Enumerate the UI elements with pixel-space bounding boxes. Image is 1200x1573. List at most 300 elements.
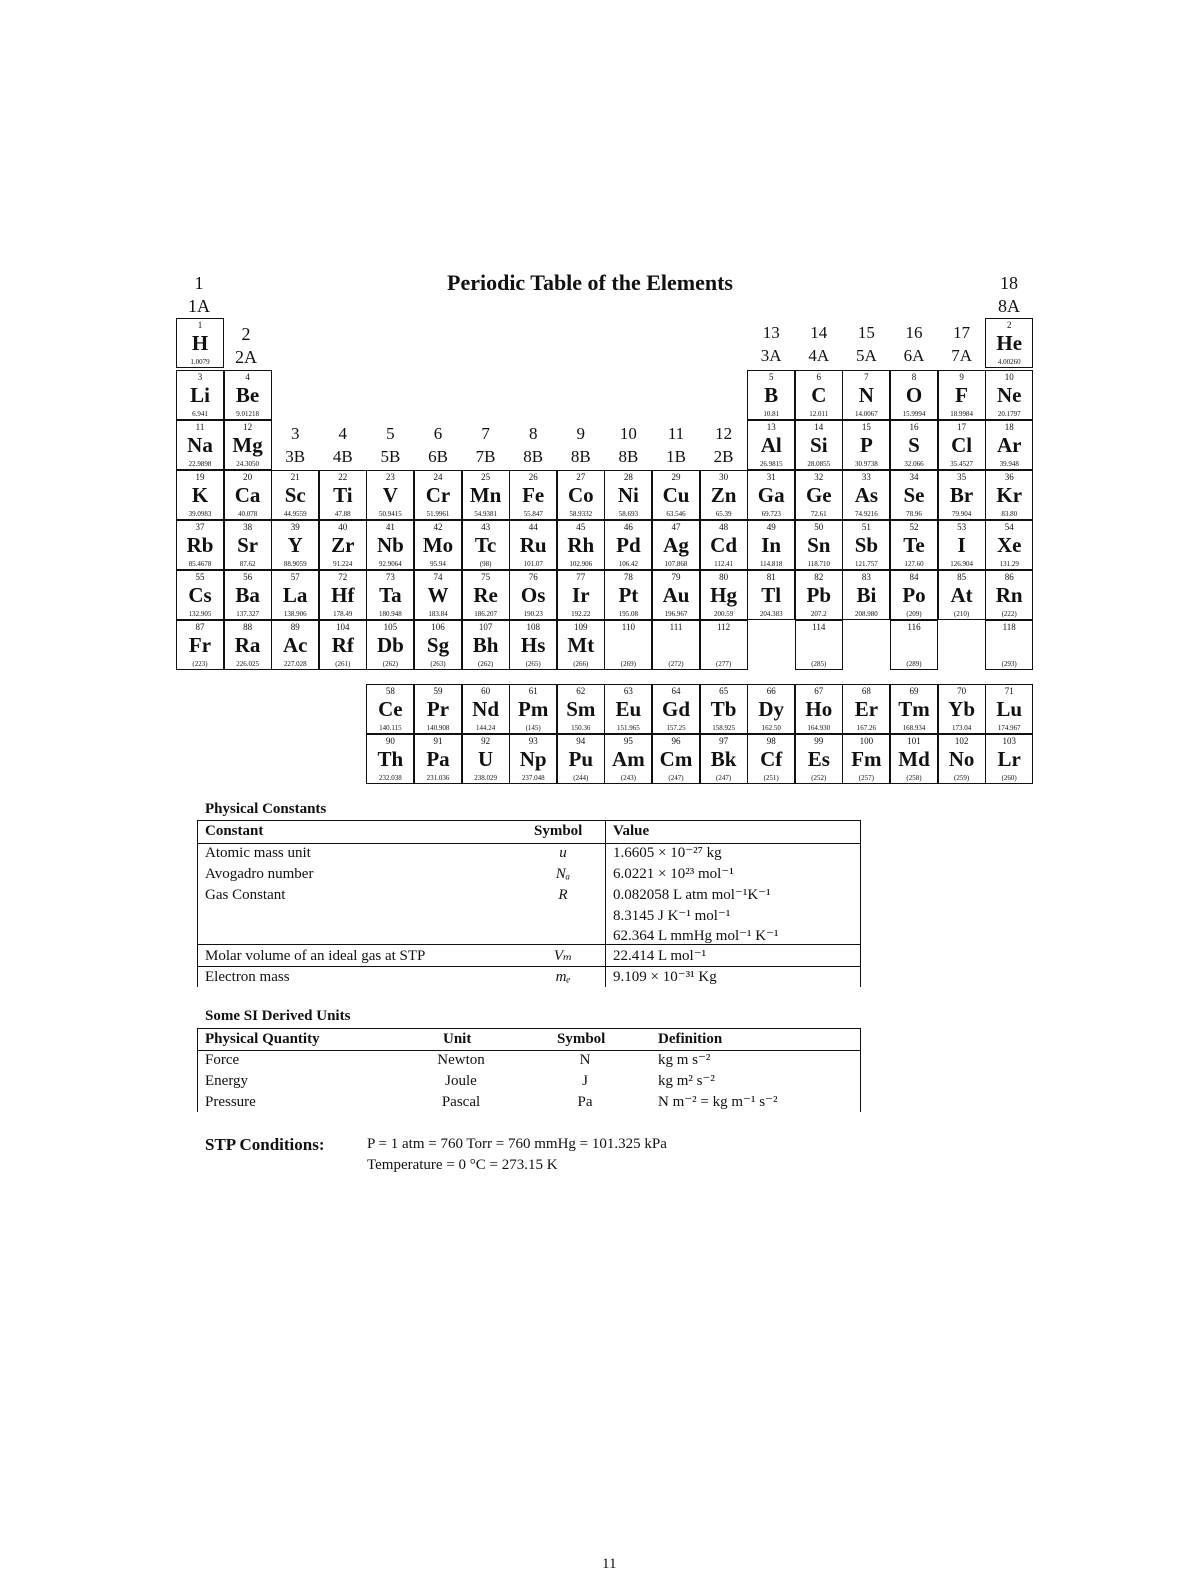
element-cell-ta (366, 570, 414, 620)
atomic-mass: 20.1797 (997, 410, 1021, 418)
element-symbol: Sc (284, 483, 306, 507)
atomic-number: 36 (1004, 472, 1014, 482)
element-cell-ga (747, 470, 795, 520)
atomic-mass: 63.546 (666, 510, 686, 518)
atomic-number: 26 (528, 472, 538, 482)
element-cell-cr (414, 470, 462, 520)
atomic-mass: 58.9332 (569, 510, 593, 518)
atomic-mass: 180.948 (379, 610, 402, 618)
element-symbol: Cl (951, 433, 973, 457)
actinide-cell-th (366, 734, 414, 784)
actinide-cell-np (509, 734, 557, 784)
element-symbol: Ru (519, 533, 547, 557)
element-cell-p (842, 420, 890, 470)
element-cell-ge (795, 470, 843, 520)
atomic-mass: (272) (668, 660, 684, 668)
constants-header-symbol: Symbol (534, 823, 583, 839)
element-cell-sn (795, 520, 843, 570)
actinide-cell-es (795, 734, 843, 784)
atomic-mass: 231.036 (426, 774, 450, 782)
atomic-number: 38 (243, 522, 253, 532)
atomic-number: 45 (576, 522, 586, 532)
element-symbol: Fm (851, 747, 882, 771)
si-units-title: Some SI Derived Units (205, 1008, 351, 1024)
atomic-mass: 131.29 (999, 560, 1019, 568)
element-cell-y (271, 520, 319, 570)
atomic-number: 53 (957, 522, 967, 532)
atomic-mass: 69.723 (761, 510, 781, 518)
group-number-5: 5 (386, 424, 395, 443)
element-cell-rh (557, 520, 605, 570)
element-symbol: Sr (237, 533, 259, 557)
element-cell-os (509, 570, 557, 620)
constants-header-constant: Constant (205, 823, 264, 839)
atomic-mass: (223) (192, 660, 208, 668)
atomic-mass: 44.9559 (283, 510, 307, 518)
group-number-15: 15 (857, 323, 875, 342)
atomic-mass: 126.904 (950, 560, 973, 568)
element-symbol: Sn (807, 533, 831, 557)
element-cell-cl (938, 420, 986, 470)
element-symbol: Zn (710, 483, 737, 507)
actinide-cell-pa (414, 734, 462, 784)
atomic-mass: (285) (811, 660, 827, 668)
group-old-label-13: 3A (760, 346, 782, 365)
element-cell-mo (414, 520, 462, 570)
atomic-number: 69 (909, 686, 919, 696)
atomic-number: 78 (623, 572, 633, 582)
element-symbol: Yb (948, 697, 976, 721)
element-symbol: B (764, 383, 779, 407)
atomic-number: 13 (766, 422, 776, 432)
element-symbol: Ac (282, 633, 308, 657)
atomic-number: 66 (766, 686, 776, 696)
atomic-mass: 183.84 (428, 610, 448, 618)
actinide-cell-md (890, 734, 938, 784)
atomic-number: 57 (290, 572, 300, 582)
si-unit: Pascal (441, 1094, 481, 1110)
atomic-mass: (258) (906, 774, 922, 782)
actinide-cell-bk (700, 734, 748, 784)
atomic-number: 109 (574, 622, 588, 632)
atomic-number: 68 (861, 686, 871, 696)
element-symbol: Hg (710, 583, 738, 607)
atomic-number: 58 (385, 686, 395, 696)
atomic-mass: 72.61 (810, 510, 827, 518)
atomic-mass: (145) (525, 724, 541, 732)
element-symbol: Bi (856, 583, 877, 607)
atomic-mass: 88.9059 (283, 560, 307, 568)
element-cell-te (890, 520, 938, 570)
element-cell-ni (604, 470, 652, 520)
element-symbol: Mt (567, 633, 595, 657)
lanthanide-cell-yb (938, 684, 986, 734)
element-symbol: La (282, 583, 308, 607)
atomic-mass: (289) (906, 660, 922, 668)
atomic-number: 31 (766, 472, 776, 482)
element-cell-z112 (700, 620, 748, 670)
atomic-number: 98 (766, 736, 776, 746)
atomic-number: 102 (954, 736, 969, 746)
element-cell-cs (176, 570, 224, 620)
actinide-cell-cm (652, 734, 700, 784)
atomic-mass: 192.22 (571, 610, 591, 618)
atomic-mass: (262) (382, 660, 398, 668)
element-symbol: Ne (996, 383, 1022, 407)
atomic-mass: 196.967 (664, 610, 688, 618)
atomic-mass: 50.9415 (379, 510, 402, 518)
element-symbol: Th (377, 747, 404, 771)
constant-value: 8.3145 J K⁻¹ mol⁻¹ (613, 908, 731, 924)
atomic-number: 14 (814, 422, 824, 432)
atomic-number: 59 (433, 686, 443, 696)
element-symbol: S (908, 433, 920, 457)
constant-symbol: R (558, 887, 568, 903)
atomic-mass: (277) (716, 660, 732, 668)
constants-top-border (197, 820, 860, 821)
stp-temperature: Temperature = 0 °C = 273.15 K (367, 1157, 558, 1173)
atomic-mass: 79.904 (951, 510, 972, 518)
si-symbol: Pa (577, 1094, 593, 1110)
constant-symbol: Vₘ (553, 948, 573, 964)
group-old-label-8: 8B (523, 447, 544, 466)
element-symbol: Si (810, 433, 828, 457)
actinide-cell-lr (985, 734, 1033, 784)
element-symbol: Dy (758, 697, 785, 721)
atomic-mass: 92.9064 (379, 560, 402, 568)
element-cell-b (747, 370, 795, 420)
atomic-mass: 91.224 (333, 560, 353, 568)
constant-value: 62.364 L mmHg mol⁻¹ K⁻¹ (613, 928, 779, 944)
atomic-number: 20 (243, 472, 253, 482)
atomic-mass: 190.23 (523, 610, 543, 618)
element-cell-ti (319, 470, 367, 520)
element-symbol: Br (949, 483, 974, 507)
atomic-number: 50 (814, 522, 824, 532)
constant-value: 9.109 × 10⁻³¹ Kg (613, 969, 717, 985)
atomic-number: 4 (245, 372, 250, 382)
element-cell-be (224, 370, 272, 420)
atomic-mass: (252) (811, 774, 827, 782)
atomic-mass: (261) (335, 660, 351, 668)
constant-value: 22.414 L mol⁻¹ (613, 948, 707, 964)
atomic-number: 24 (433, 472, 443, 482)
group-2-old-label: 2A (235, 347, 257, 367)
atomic-number: 64 (671, 686, 681, 696)
si-left-border (197, 1028, 198, 1112)
atomic-mass: 186.207 (474, 610, 497, 618)
element-cell-he (985, 318, 1033, 368)
atomic-mass: 10.81 (763, 410, 780, 418)
element-symbol: Ar (996, 433, 1022, 457)
element-symbol: Ni (617, 483, 639, 507)
element-symbol: Eu (615, 697, 642, 721)
element-cell-tc (462, 520, 510, 570)
group-number-10: 10 (619, 424, 637, 443)
element-cell-rf (319, 620, 367, 670)
element-cell-sb (842, 520, 890, 570)
atomic-mass: 118.710 (807, 560, 831, 568)
element-symbol: Pr (426, 697, 450, 721)
element-symbol: In (761, 533, 782, 557)
element-symbol: Cd (710, 533, 738, 557)
actinide-cell-u (462, 734, 510, 784)
element-symbol: Rh (567, 533, 595, 557)
atomic-number: 71 (1004, 686, 1014, 696)
atomic-mass: 101.07 (523, 560, 543, 568)
group-old-label-15: 5A (856, 346, 877, 365)
element-symbol: Re (473, 583, 498, 607)
atomic-number: 16 (909, 422, 919, 432)
atomic-mass: 18.9984 (950, 410, 973, 418)
atomic-mass: 127.60 (904, 560, 924, 568)
atomic-mass: 238.029 (474, 774, 497, 782)
atomic-mass: 1.0079 (190, 358, 210, 366)
element-symbol: Hs (520, 633, 546, 657)
element-symbol: P (859, 433, 873, 457)
element-symbol: Sg (426, 633, 450, 657)
element-symbol: Al (760, 433, 782, 457)
atomic-number: 106 (431, 622, 445, 632)
element-cell-z110 (604, 620, 652, 670)
atomic-number: 93 (528, 736, 538, 746)
atomic-mass: 30.9738 (855, 460, 878, 468)
atomic-number: 101 (907, 736, 921, 746)
element-symbol: Ra (234, 633, 261, 657)
atomic-mass: 138.906 (283, 610, 307, 618)
element-cell-la (271, 570, 319, 620)
constant-name: Atomic mass unit (205, 845, 311, 861)
element-cell-n (842, 370, 890, 420)
element-cell-bh (462, 620, 510, 670)
atomic-number: 40 (338, 522, 348, 532)
constant-name: Avogadro number (205, 866, 314, 882)
element-symbol: Np (519, 747, 547, 771)
atomic-number: 79 (671, 572, 681, 582)
element-cell-s (890, 420, 938, 470)
element-cell-pt (604, 570, 652, 620)
atomic-number: 97 (719, 736, 729, 746)
atomic-number: 63 (623, 686, 633, 696)
atomic-number: 44 (528, 522, 538, 532)
atomic-number: 35 (957, 472, 967, 482)
element-symbol: Er (854, 697, 879, 721)
element-symbol: Ba (235, 583, 260, 607)
atomic-number: 112 (717, 622, 731, 632)
atomic-number: 91 (433, 736, 443, 746)
atomic-mass: 106.42 (618, 560, 639, 568)
si-quantity: Energy (205, 1073, 249, 1089)
atomic-mass: (98) (479, 560, 492, 568)
element-cell-zr (319, 520, 367, 570)
atomic-mass: 39.948 (999, 460, 1019, 468)
element-cell-ba (224, 570, 272, 620)
element-symbol: Ti (333, 483, 353, 507)
element-symbol: W (427, 583, 449, 607)
element-cell-rn (985, 570, 1033, 620)
atomic-mass: 232.038 (379, 774, 402, 782)
lanthanide-cell-pm (509, 684, 557, 734)
element-symbol: Mn (469, 483, 502, 507)
element-symbol: Xe (996, 533, 1022, 557)
atomic-number: 8 (911, 372, 917, 382)
element-symbol: Po (902, 583, 926, 607)
si-header-quantity: Physical Quantity (205, 1031, 320, 1047)
atomic-mass: 40.078 (237, 510, 258, 518)
element-symbol: Nb (376, 533, 404, 557)
atomic-number: 25 (481, 472, 491, 482)
atomic-number: 43 (481, 522, 491, 532)
constants-left-border (197, 820, 198, 987)
atomic-number: 29 (671, 472, 681, 482)
atomic-mass: (260) (1001, 774, 1017, 782)
atomic-number: 111 (669, 622, 683, 632)
atomic-mass: (257) (858, 774, 874, 782)
atomic-number: 28 (623, 472, 633, 482)
atomic-mass: (293) (1001, 660, 1017, 668)
element-cell-rb (176, 520, 224, 570)
element-cell-k (176, 470, 224, 520)
element-symbol: Te (903, 533, 925, 557)
atomic-number: 60 (481, 686, 491, 696)
element-cell-pb (795, 570, 843, 620)
atomic-mass: 95.94 (430, 560, 446, 568)
element-cell-na (176, 420, 224, 470)
atomic-number: 47 (671, 522, 681, 532)
atomic-number: 30 (719, 472, 729, 482)
element-symbol: Au (662, 583, 690, 607)
atomic-mass: 12.011 (809, 410, 829, 418)
element-symbol: Y (287, 533, 303, 557)
atomic-mass: 140.908 (426, 724, 450, 732)
element-symbol: Co (567, 483, 594, 507)
group-old-label-12: 2B (713, 447, 734, 466)
si-header-unit: Unit (443, 1031, 472, 1047)
atomic-number: 41 (385, 522, 395, 532)
element-symbol: Pm (518, 697, 549, 721)
atomic-number: 54 (1004, 522, 1014, 532)
group-number-7: 7 (481, 424, 490, 443)
atomic-number: 88 (243, 622, 253, 632)
atomic-number: 82 (814, 572, 824, 582)
element-cell-ca (224, 470, 272, 520)
lanthanide-cell-sm (557, 684, 605, 734)
element-cell-ir (557, 570, 605, 620)
element-cell-pd (604, 520, 652, 570)
group-2-number: 2 (241, 324, 251, 344)
atomic-number: 33 (861, 472, 871, 482)
element-cell-zn (700, 470, 748, 520)
atomic-mass: 78.96 (906, 510, 922, 518)
atomic-mass: 226.025 (236, 660, 259, 668)
element-cell-z111 (652, 620, 700, 670)
si-unit: Joule (445, 1073, 477, 1089)
atomic-number: 42 (433, 522, 443, 532)
element-symbol: Tl (761, 583, 782, 607)
si-quantity: Force (205, 1052, 240, 1068)
element-symbol: Pu (568, 747, 594, 771)
atomic-number: 80 (719, 572, 729, 582)
group-old-label-16: 6A (903, 346, 925, 365)
atomic-number: 32 (814, 472, 824, 482)
group-number-12: 12 (715, 424, 733, 443)
lanthanide-cell-pr (414, 684, 462, 734)
element-symbol: Rn (995, 583, 1023, 607)
element-cell-hs (509, 620, 557, 670)
lanthanide-cell-ho (795, 684, 843, 734)
atomic-mass: 164.930 (807, 724, 831, 732)
atomic-number: 114 (812, 622, 826, 632)
atomic-number: 37 (195, 522, 205, 532)
element-symbol: Sm (566, 697, 596, 721)
element-symbol: Pt (618, 583, 639, 607)
element-symbol: Rf (331, 633, 354, 657)
stp-pressure: P = 1 atm = 760 Torr = 760 mmHg = 101.325 kPa (367, 1136, 667, 1152)
atomic-number: 67 (814, 686, 824, 696)
constant-name: Molar volume of an ideal gas at STP (205, 948, 426, 964)
atomic-mass: 9.01218 (236, 410, 259, 418)
atomic-number: 107 (478, 622, 493, 632)
element-cell-fr (176, 620, 224, 670)
constant-symbol: Nₐ (555, 866, 571, 882)
atomic-number: 72 (338, 572, 348, 582)
constant-value: 0.082058 L atm mol⁻¹K⁻¹ (613, 887, 771, 903)
element-symbol: Fr (188, 633, 212, 657)
atomic-mass: 28.0855 (807, 460, 831, 468)
atomic-mass: 24.3050 (236, 460, 259, 468)
element-symbol: C (811, 383, 827, 407)
element-symbol: Lu (996, 697, 1023, 721)
element-cell-i (938, 520, 986, 570)
element-cell-at (938, 570, 986, 620)
element-cell-z118 (985, 620, 1033, 670)
atomic-number: 10 (1004, 372, 1014, 382)
element-cell-as (842, 470, 890, 520)
atomic-mass: 167.26 (856, 724, 877, 732)
atomic-number: 55 (195, 572, 205, 582)
element-symbol: Na (187, 433, 213, 457)
atomic-mass: 58.693 (618, 510, 639, 518)
atomic-number: 22 (338, 472, 348, 482)
atomic-mass: 227.028 (283, 660, 307, 668)
element-cell-mt (557, 620, 605, 670)
element-symbol: Pb (806, 583, 832, 607)
atomic-number: 100 (859, 736, 874, 746)
element-symbol: Os (520, 583, 546, 607)
atomic-number: 17 (957, 422, 967, 432)
atomic-mass: 47.88 (334, 510, 351, 518)
atomic-mass: 102.906 (569, 560, 593, 568)
si-symbol: N (579, 1052, 591, 1068)
element-symbol: Lr (997, 747, 1021, 771)
actinide-cell-am (604, 734, 652, 784)
group-number-17: 17 (953, 323, 971, 342)
element-cell-o (890, 370, 938, 420)
atomic-mass: 55.847 (523, 510, 543, 518)
group-old-label-5: 5B (380, 447, 401, 466)
atomic-number: 56 (243, 572, 253, 582)
atomic-mass: (262) (478, 660, 494, 668)
element-cell-bi (842, 570, 890, 620)
atomic-number: 61 (528, 686, 538, 696)
page-number: 11 (602, 1556, 617, 1572)
atomic-number: 90 (385, 736, 395, 746)
group-18-old-label: 8A (998, 296, 1020, 316)
atomic-mass: 83.80 (1001, 510, 1018, 518)
atomic-number: 74 (433, 572, 443, 582)
atomic-mass: 207.2 (810, 610, 827, 618)
element-cell-co (557, 470, 605, 520)
